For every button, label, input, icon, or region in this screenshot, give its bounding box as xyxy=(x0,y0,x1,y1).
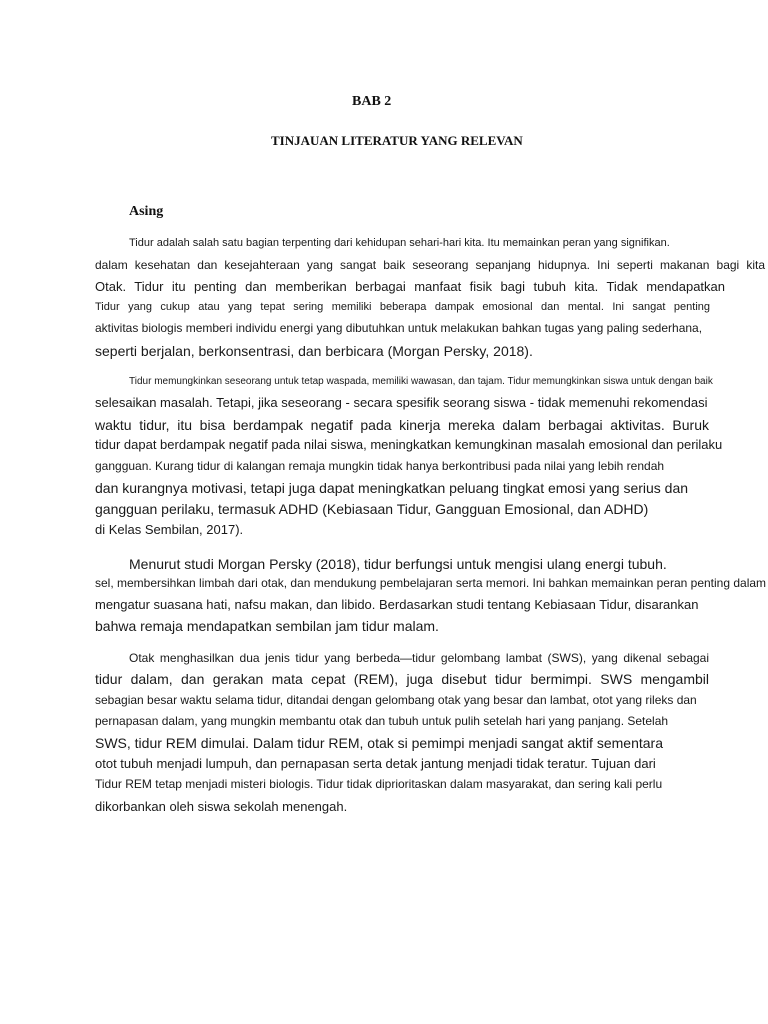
paragraph-2-line: tidur dapat berdampak negatif pada nilai siswa, meningkatkan kemungkinan masalah emosional dan perilaku xyxy=(95,437,723,452)
paragraph-4-line: Otak menghasilkan dua jenis tidur yang berbeda—tidur gelombang lambat (SWS), yang dikenal sebagai xyxy=(129,651,709,665)
paragraph-4-line: dikorbankan oleh siswa sekolah menengah. xyxy=(95,799,348,814)
paragraph-1-line: dalam kesehatan dan kesejahteraan yang sangat baik seseorang sepanjang hidupnya. Ini seperti makanan bagi kita xyxy=(95,258,765,272)
paragraph-2-line: waktu tidur, itu bisa berdampak negatif pada kinerja mereka dalam berbagai aktivitas. Buruk xyxy=(95,417,709,433)
chapter-heading: BAB 2 xyxy=(352,94,392,109)
paragraph-3-line: Menurut studi Morgan Persky (2018), tidur berfungsi untuk mengisi ulang energi tubuh. xyxy=(129,556,667,572)
paragraph-3-line: sel, membersihkan limbah dari otak, dan mendukung pembelajaran serta memori. Ini bahkan memainkan peran penting dalam xyxy=(95,576,767,590)
paragraph-2-line: gangguan perilaku, termasuk ADHD (Kebiasaan Tidur, Gangguan Emosional, dan ADHD) xyxy=(95,501,649,517)
paragraph-4-line: otot tubuh menjadi lumpuh, dan pernapasan serta detak jantung menjadi tidak teratur. Tujuan dari xyxy=(95,756,656,771)
paragraph-3-line: bahwa remaja mendapatkan sembilan jam tidur malam. xyxy=(95,618,439,634)
paragraph-4-line: SWS, tidur REM dimulai. Dalam tidur REM, otak si pemimpi menjadi sangat aktif sementara xyxy=(95,735,663,751)
paragraph-4-line: sebagian besar waktu selama tidur, ditandai dengan gelombang otak yang besar dan lambat, otot yang rileks dan xyxy=(95,693,697,707)
paragraph-2-line: Tidur memungkinkan seseorang untuk tetap waspada, memiliki wawasan, dan tajam. Tidur memungkinkan siswa untuk dengan baik xyxy=(129,376,713,387)
paragraph-1-line: aktivitas biologis memberi individu energi yang dibutuhkan untuk melakukan bahkan tugas yang paling sederhana, xyxy=(95,321,703,335)
paragraph-4-line: tidur dalam, dan gerakan mata cepat (REM), juga disebut tidur bermimpi. SWS mengambil xyxy=(95,671,709,687)
section-heading: Asing xyxy=(129,204,164,219)
paragraph-2-line: selesaikan masalah. Tetapi, jika seseorang - secara spesifik seorang siswa - tidak memenuhi rekomendasi xyxy=(95,395,708,410)
paragraph-1-line: Tidur adalah salah satu bagian terpenting dari kehidupan sehari-hari kita. Itu memainkan peran yang signifikan. xyxy=(129,237,670,249)
paragraph-4-line: pernapasan dalam, yang mungkin membantu otak dan tubuh untuk pulih setelah hari yang panjang. Setelah xyxy=(95,714,669,728)
paragraph-4-line: Tidur REM tetap menjadi misteri biologis. Tidur tidak diprioritaskan dalam masyarakat, dan sering kali perlu xyxy=(95,777,663,791)
paragraph-2-line: di Kelas Sembilan, 2017). xyxy=(95,522,244,537)
paragraph-2-line: dan kurangnya motivasi, tetapi juga dapat meningkatkan peluang tingkat emosi yang serius dan xyxy=(95,480,689,496)
paragraph-2-line: gangguan. Kurang tidur di kalangan remaja mungkin tidak hanya berkontribusi pada nilai yang lebih rendah xyxy=(95,459,665,473)
paragraph-3-line: mengatur suasana hati, nafsu makan, dan libido. Berdasarkan studi tentang Kebiasaan Tidur, disarankan xyxy=(95,597,699,612)
chapter-title: TINJAUAN LITERATUR YANG RELEVAN xyxy=(271,133,523,148)
paragraph-1-line: seperti berjalan, berkonsentrasi, dan berbicara (Morgan Persky, 2018). xyxy=(95,343,533,359)
paragraph-1-line: Otak. Tidur itu penting dan memberikan berbagai manfaat fisik bagi tubuh kita. Tidak mendapatkan xyxy=(95,279,725,294)
paragraph-1-line: Tidur yang cukup atau yang tepat sering memiliki beberapa dampak emosional dan mental. Ini sangat penting xyxy=(95,301,710,313)
